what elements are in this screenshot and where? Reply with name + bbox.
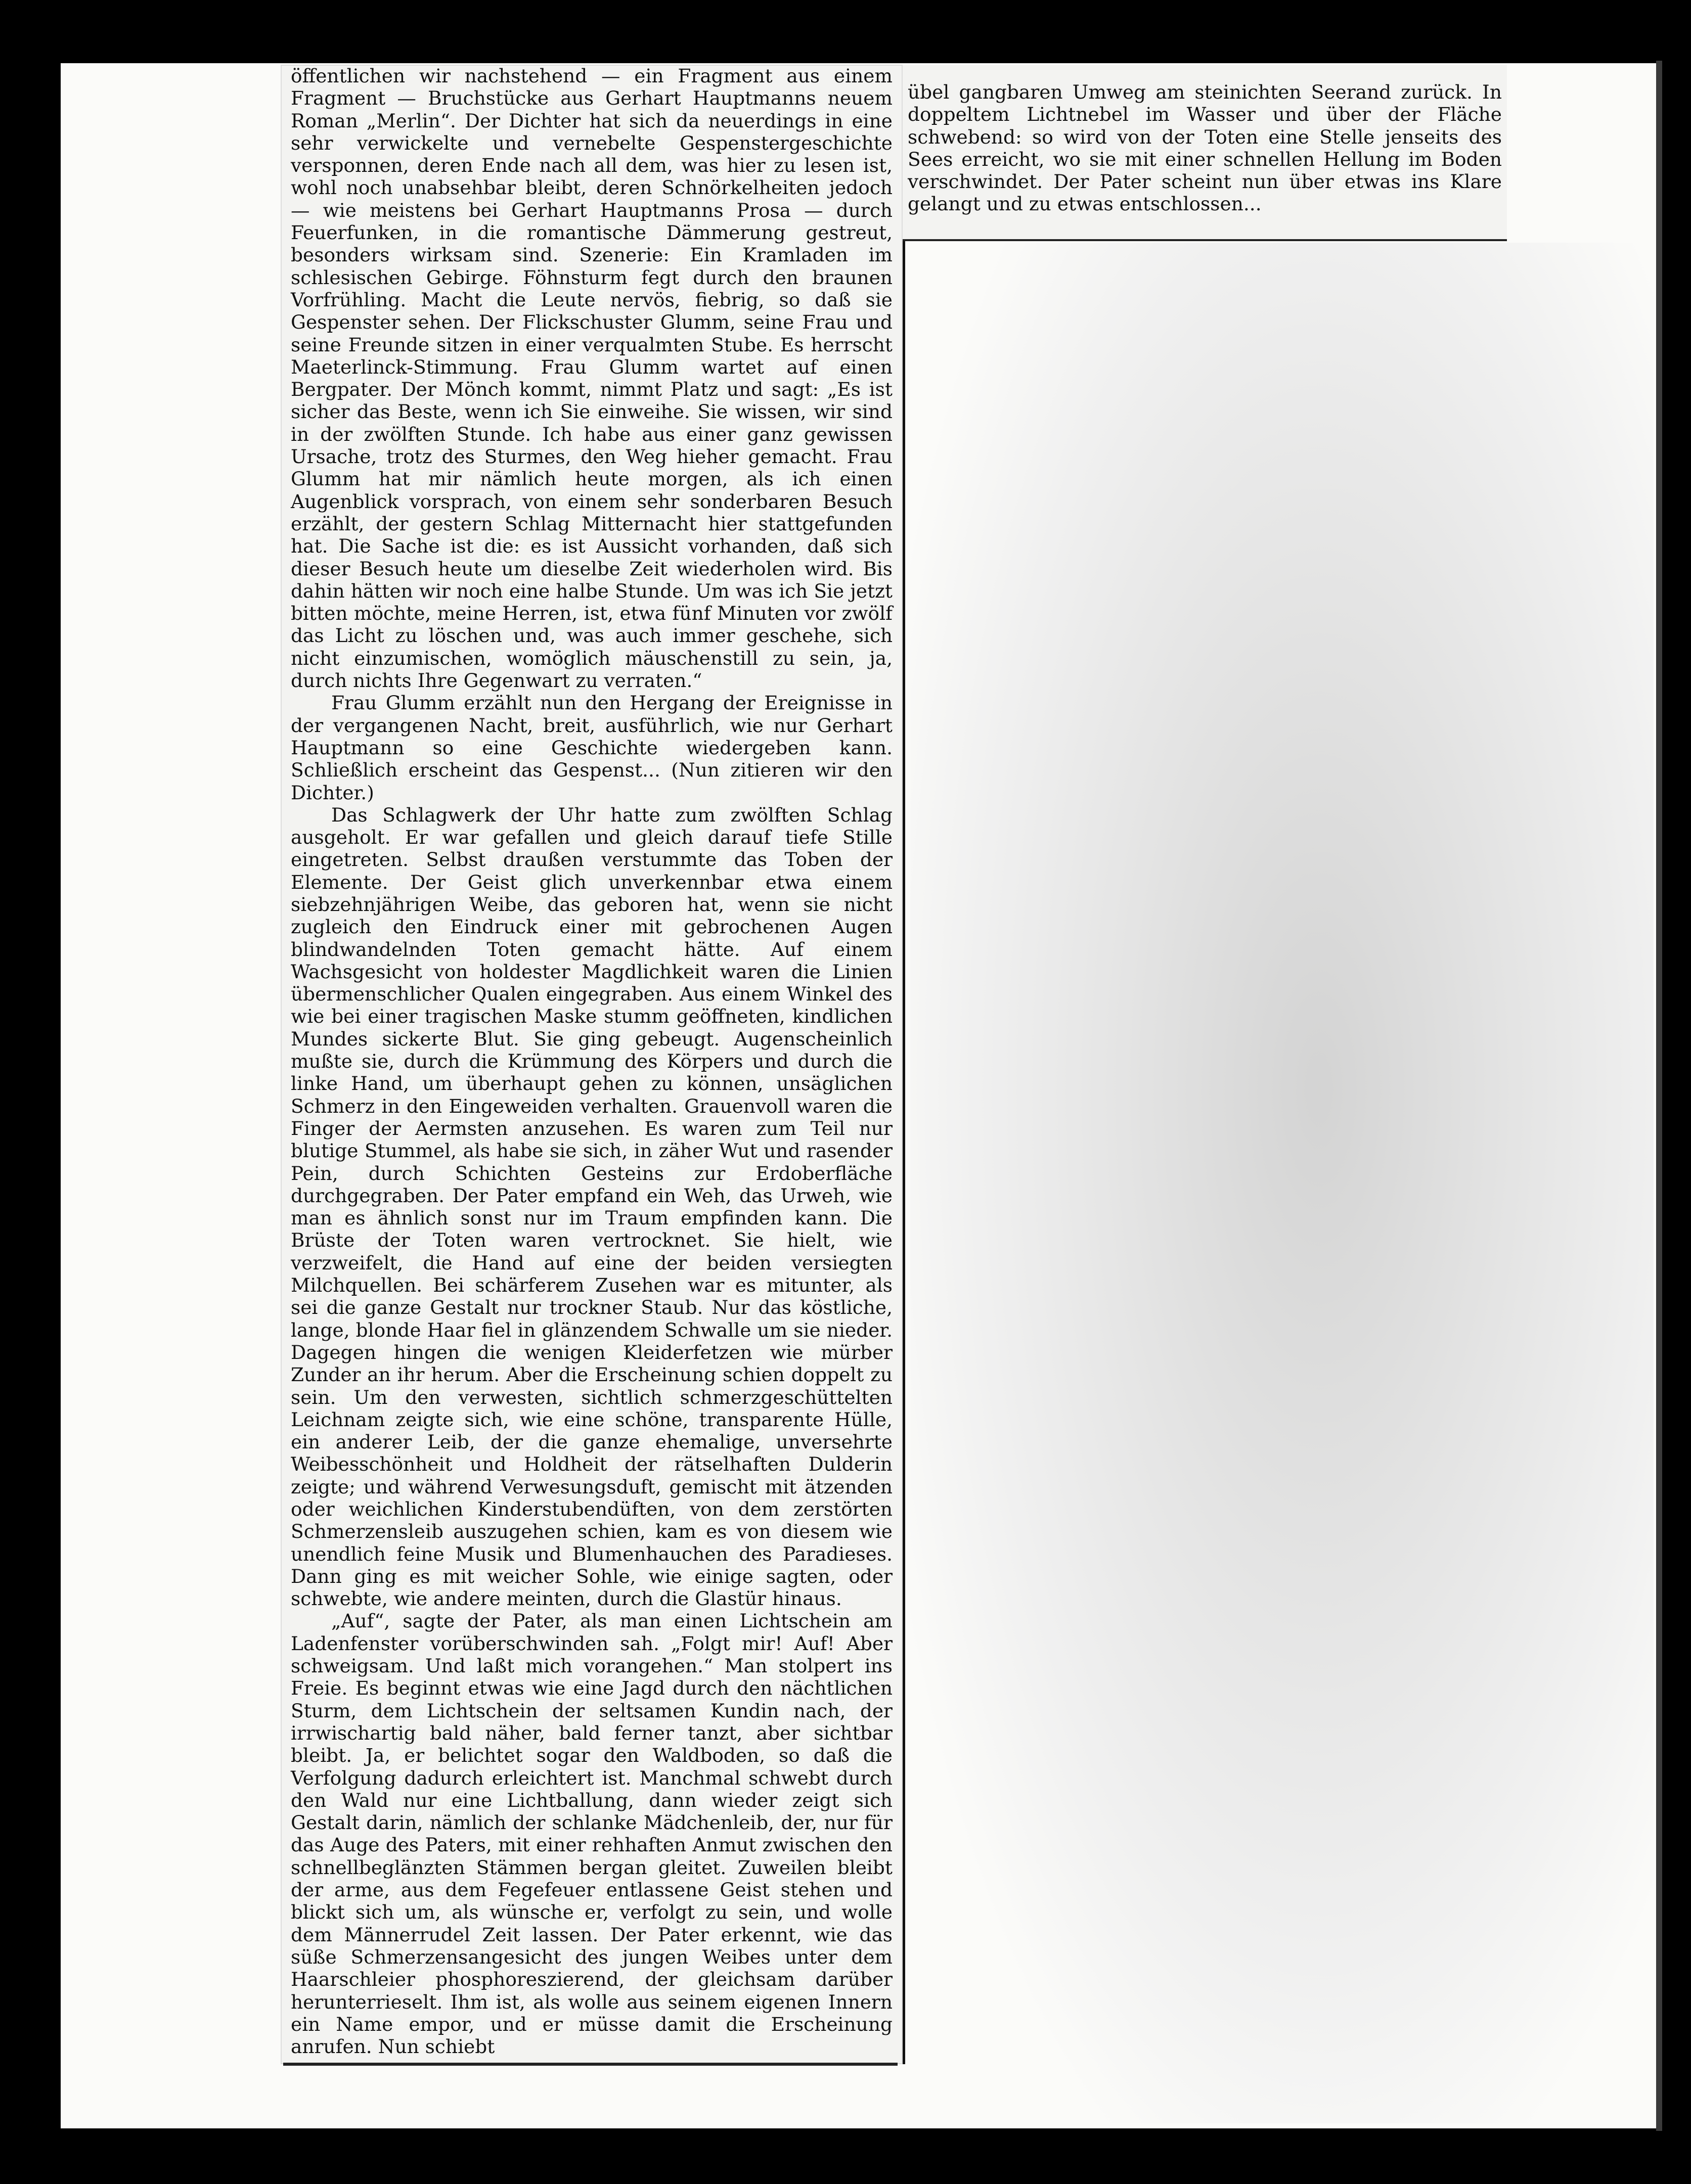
article-paragraph: „Auf“, sagte der Pater, als man einen Lichtschein am Ladenfenster vorüberschwinden sah. „Folgt mir! Auf! Aber schweigsam. Und laßt mich vorangehen.“ Man stolpert ins Freie. Es beginnt etwas wie eine Jagd durch den nächtlichen Sturm, dem Lichtschein der seltsamen Kundin nach, der irrwischartig bald näher, bald ferner tanzt, aber sichtbar bleibt. Ja, er belichtet sogar den Waldboden, so daß die Verfolgung dadurch erleichtert ist. Manchmal schwebt durch den Wald nur eine Lichtballung, dann wieder zeigt sich Gestalt darin, nämlich der schlanke Mädchenleib, der, nur für das Auge des Paters, mit einer rehhaften Anmut zwischen den schnellbeglänzten Stämmen bergan gleitet. Zuweilen bleibt der arme, aus dem Fegefeuer entlassene Geist stehen und blickt sich um, als wünsche er, verfolgt zu sein, und wolle dem Männerrudel Zeit lassen. Der Pater erkennt, wie das süße Schmerzensangesicht des jungen Weibes unter dem Haarschleier phosphoreszierend, der gleichsam darüber herunterrieselt. Ihm ist, als wolle aus seinem eigenen Innern ein Name empor, und er müsse damit die Erscheinung anrufen. Nun schiebt (291, 1610, 893, 2058)
article-column-right (908, 81, 1502, 215)
article-paragraph: übel gangbaren Umweg am steinichten Seerand zurück. In doppeltem Lichtnebel im Wasser und über der Fläche schwebend: so wird von der Toten eine Stelle jenseits des Sees erreicht, wo sie mit einer schnellen Hellung im Boden verschwindet. Der Pater scheint nun über etwas ins Klare gelangt und zu etwas entschlossen... (908, 81, 1502, 215)
article-paragraph: Frau Glumm erzählt nun den Hergang der Ereignisse in der vergangenen Nacht, breit, ausführlich, wie nur Gerhart Hauptmann so eine Geschichte wiedergeben kann. Schließlich erscheint das Gespenst... (Nun zitieren wir den Dichter.) (291, 692, 893, 804)
paper-stain (910, 243, 1654, 2123)
article-paragraph: öffentlichen wir nachstehend — ein Fragment aus einem Fragment — Bruchstücke aus Gerhart Hauptmanns neuem Roman „Merlin“. Der Dichter hat sich da neuerdings in eine sehr verwickelte und vernebelte Gespenstergeschichte versponnen, deren Ende nach all dem, was hier zu lesen ist, wohl noch unabsehbar bleibt, deren Schnörkelheiten jedoch — wie meistens bei Gerhart Hauptmanns Prosa — durch Feuerfunken, in die romantische Dämmerung gestreut, besonders wirksam sind. Szenerie: Ein Kramladen im schlesischen Gebirge. Föhnsturm fegt durch den braunen Vorfrühling. Macht die Leute nervös, fiebrig, so daß sie Gespenster sehen. Der Flickschuster Glumm, seine Frau und seine Freunde sitzen in einer verqualmten Stube. Es herrscht Maeterlinck-Stimmung. Frau Glumm wartet auf einen Bergpater. Der Mönch kommt, nimmt Platz und sagt: „Es ist sicher das Beste, wenn ich Sie einweihe. Sie wissen, wir sind in der zwölften Stunde. Ich habe aus einer ganz gewissen Ursache, trotz des Sturmes, den Weg hieher gemacht. Frau Glumm hat mir nämlich heute morgen, als ich einen Augenblick vorsprach, von einem sehr sonderbaren Besuch erzählt, der gestern Schlag Mitternacht hier stattgefunden hat. Die Sache ist die: es ist Aussicht vorhanden, daß sich dieser Besuch heute um dieselbe Zeit wiederholen wird. Bis dahin hätten wir noch eine halbe Stunde. Um was ich Sie jetzt bitten möchte, meine Herren, ist, etwa fünf Minuten vor zwölf das Licht zu löschen und, was auch immer geschehe, sich nicht einzumischen, womöglich mäuschenstill zu sein, ja, durch nichts Ihre Gegenwart zu verraten.“ (291, 65, 893, 692)
article-column-left (291, 65, 893, 2058)
clipping-rule (283, 2063, 898, 2066)
article-paragraph: Das Schlagwerk der Uhr hatte zum zwölften Schlag ausgeholt. Er war gefallen und gleich darauf tiefe Stille eingetreten. Selbst draußen verstummte das Toben der Elemente. Der Geist glich unverkennbar etwa einem siebzehnjährigen Weibe, das geboren hat, wenn sie nicht zugleich den Eindruck einer mit gebrochenen Augen blindwandelnden Toten gemacht hätte. Auf einem Wachsgesicht von holdester Magdlichkeit waren die Linien übermenschlicher Qualen eingegraben. Aus einem Winkel des wie bei einer tragischen Maske stumm geöffneten, kindlichen Mundes sickerte Blut. Sie ging gebeugt. Augenscheinlich mußte sie, durch die Krümmung des Körpers und durch die linke Hand, um überhaupt gehen zu können, unsäglichen Schmerz in den Eingeweiden verhalten. Grauenvoll waren die Finger der Aermsten anzusehen. Es waren zum Teil nur blutige Stummel, als habe sie sich, in zäher Wut und rasender Pein, durch Schichten Gesteins zur Erdoberfläche durchgegraben. Der Pater empfand ein Weh, das Urweh, wie man es ähnlich sonst nur im Traum empfinden kann. Die Brüste der Toten waren vertrocknet. Sie hielt, wie verzweifelt, die Hand auf eine der beiden versiegten Milchquellen. Bei schärferem Zusehen war es mitunter, als sei die ganze Gestalt nur trockner Staub. Nur das köstliche, lange, blonde Haar fiel in glänzendem Schwalle um sie nieder. Dagegen hingen die wenigen Kleiderfetzen wie mürber Zunder an ihr herum. Aber die Erscheinung schien doppelt zu sein. Um den verwesten, sichtlich schmerzgeschüttelten Leichnam zeigte sich, wie eine schöne, transparente Hülle, ein anderer Leib, der die ganze ehemalige, unversehrte Weibesschönheit und Holdheit der rätselhaften Dulderin zeigte; und während Verwesungsduft, gemischt mit ätzenden oder weichlichen Kinderstubendüften, von dem zerstörten Schmerzensleib auszugehen schien, kam es von diesem wie unendlich feine Musik und Blumenhauchen des Paradieses. Dann ging es mit weicher Sohle, wie einige sagten, oder schwebte, wie andere meinten, durch die Glastür hinaus. (291, 803, 893, 1610)
board-edge (1656, 61, 1662, 2131)
